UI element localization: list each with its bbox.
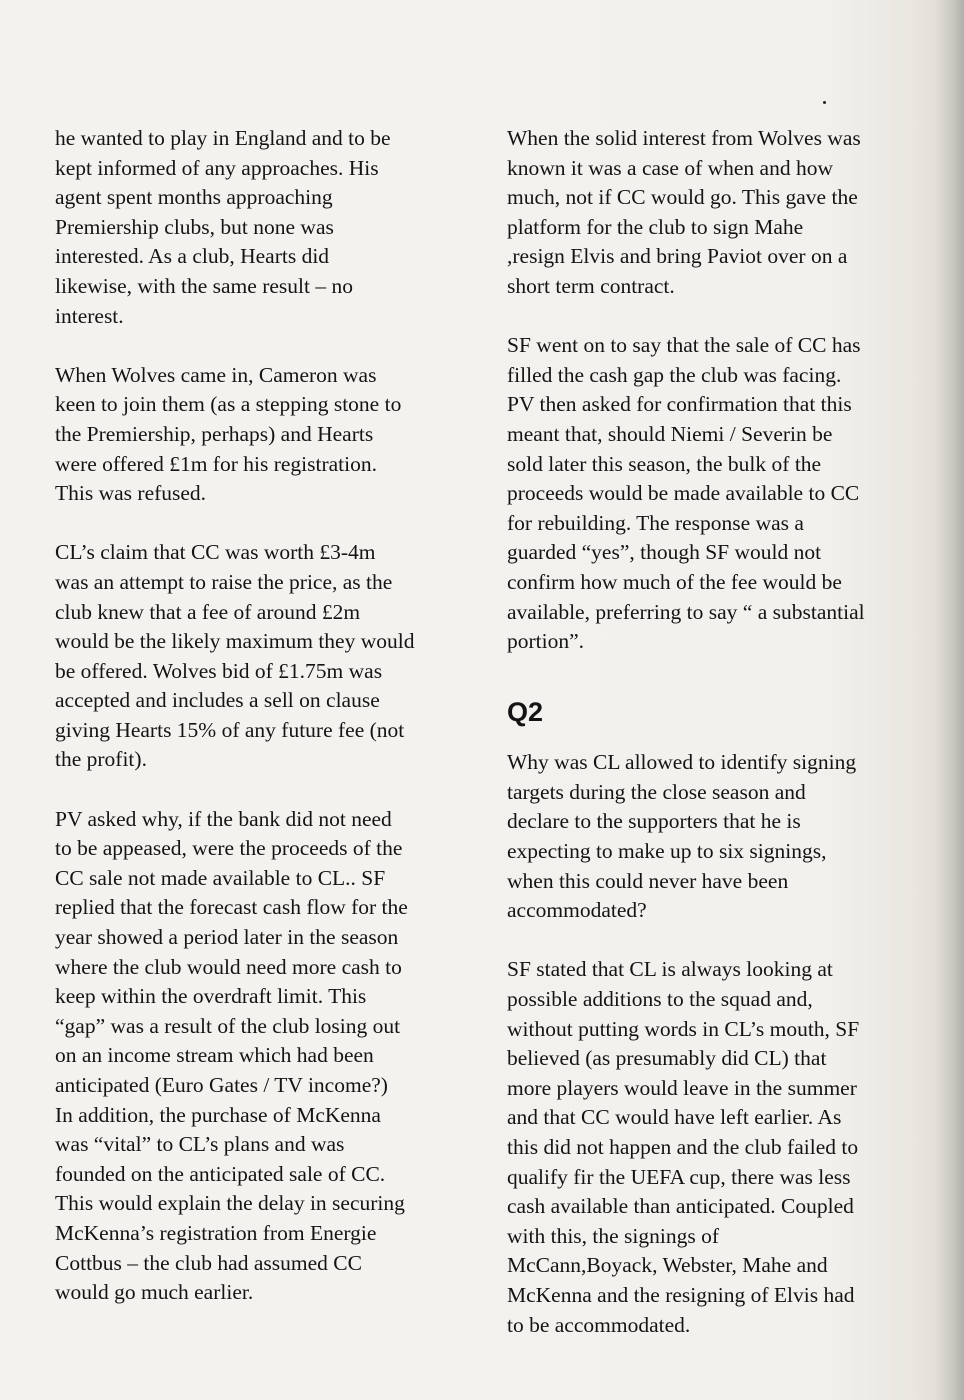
paragraph bbox=[507, 331, 932, 657]
text-line: confirm how much of the fee would be bbox=[507, 569, 842, 594]
right-text-column bbox=[507, 124, 932, 1340]
text-line: was “vital” to CL’s plans and was bbox=[55, 1132, 345, 1157]
text-line: qualify fir the UEFA cup, there was less bbox=[507, 1164, 851, 1189]
text-line: targets during the close season and bbox=[507, 779, 806, 804]
text-line: year showed a period later in the season bbox=[55, 925, 399, 950]
text-line: this did not happen and the club failed to bbox=[507, 1135, 859, 1159]
text-line: anticipated (Euro Gates / TV income?) bbox=[55, 1073, 388, 1097]
text-line: without putting words in CL’s mouth, SF bbox=[507, 1016, 860, 1041]
text-line: agent spent months approaching bbox=[55, 185, 333, 210]
text-line: much, not if CC would go. This gave the bbox=[507, 185, 858, 210]
paragraph-spacer bbox=[55, 775, 483, 805]
text-line: more players would leave in the summer bbox=[507, 1075, 857, 1100]
paragraph bbox=[55, 538, 483, 775]
text-line: club knew that a fee of around £2m bbox=[55, 599, 361, 624]
text-line: keen to join them (as a stepping stone to bbox=[55, 392, 402, 417]
text-line: Cottbus – the club had assumed CC bbox=[55, 1250, 362, 1275]
text-line: accommodated? bbox=[507, 898, 647, 923]
text-line: SF went on to say that the sale of CC has bbox=[507, 333, 861, 358]
text-line: PV asked why, if the bank did not need bbox=[55, 806, 392, 831]
paragraph bbox=[507, 955, 932, 1340]
paragraph bbox=[507, 748, 932, 926]
text-line: meant that, should Niemi / Severin be bbox=[507, 421, 833, 446]
left-text-column bbox=[55, 124, 483, 1308]
text-line: SF stated that CL is always looking at bbox=[507, 957, 833, 982]
text-line: “gap” was a result of the club losing out bbox=[55, 1013, 401, 1038]
text-line: keep within the overdraft limit. This bbox=[55, 984, 367, 1009]
text-line: When Wolves came in, Cameron was bbox=[55, 362, 377, 387]
text-line: known it was a case of when and how bbox=[507, 155, 833, 180]
paragraph-spacer bbox=[55, 331, 483, 361]
text-line: when this could never have been bbox=[507, 868, 789, 893]
paragraph-spacer bbox=[507, 302, 932, 332]
paragraph-spacer bbox=[507, 657, 932, 687]
text-line: giving Hearts 15% of any future fee (not bbox=[55, 717, 405, 742]
text-line: short term contract. bbox=[507, 273, 675, 298]
paragraph bbox=[55, 805, 483, 1308]
paragraph-spacer bbox=[55, 509, 483, 539]
text-line: interested. As a club, Hearts did bbox=[55, 244, 330, 269]
text-line: available, preferring to say “ a substantial bbox=[507, 599, 865, 624]
text-line: When the solid interest from Wolves was bbox=[507, 126, 861, 150]
text-line: portion”. bbox=[507, 629, 585, 654]
text-line: were offered £1m for his registration. bbox=[55, 451, 377, 476]
text-line: kept informed of any approaches. His bbox=[55, 155, 379, 180]
scan-speck bbox=[823, 101, 826, 104]
text-line: founded on the anticipated sale of CC. bbox=[55, 1161, 386, 1186]
text-line: expecting to make up to six signings, bbox=[507, 839, 827, 864]
text-line: likewise, with the same result – no bbox=[55, 273, 353, 298]
text-line: guarded “yes”, though SF would not bbox=[507, 540, 822, 565]
text-line: In addition, the purchase of McKenna bbox=[55, 1102, 381, 1127]
text-line: replied that the forecast cash flow for the bbox=[55, 895, 408, 920]
text-line: McKenna and the resigning of Elvis had bbox=[507, 1282, 855, 1307]
text-line: to be accommodated. bbox=[507, 1312, 691, 1337]
paragraph bbox=[507, 124, 932, 302]
text-line: This was refused. bbox=[55, 481, 207, 506]
text-line: McCann,Boyack, Webster, Mahe and bbox=[507, 1253, 828, 1278]
text-line: This would explain the delay in securing bbox=[55, 1191, 405, 1216]
text-line: CL’s claim that CC was worth £3-4m bbox=[55, 540, 376, 565]
text-line: Premiership clubs, but none was bbox=[55, 214, 334, 239]
text-line: for rebuilding. The response was a bbox=[507, 510, 804, 535]
text-line: be offered. Wolves bid of £1.75m was bbox=[55, 658, 383, 683]
heading-spacer bbox=[507, 736, 932, 748]
text-line: with this, the signings of bbox=[507, 1223, 720, 1248]
text-line: sold later this season, the bulk of the bbox=[507, 451, 822, 476]
page-edge-shadow bbox=[934, 0, 964, 1400]
text-line: the Premiership, perhaps) and Hearts bbox=[55, 421, 374, 446]
text-line: was an attempt to raise the price, as the bbox=[55, 569, 393, 594]
text-line: he wanted to play in England and to be bbox=[55, 126, 391, 150]
section-heading: Q2 bbox=[507, 697, 544, 728]
text-line: would be the likely maximum they would bbox=[55, 629, 415, 654]
text-line: CC sale not made available to CL.. SF bbox=[55, 865, 386, 890]
text-line: proceeds would be made available to CC bbox=[507, 481, 860, 506]
text-line: believed (as presumably did CL) that bbox=[507, 1046, 827, 1071]
text-line: accepted and includes a sell on clause bbox=[55, 688, 380, 713]
text-line: declare to the supporters that he is bbox=[507, 809, 801, 834]
text-line: the profit). bbox=[55, 747, 147, 772]
paragraph bbox=[55, 361, 483, 509]
text-line: to be appeased, were the proceeds of the bbox=[55, 836, 403, 861]
text-line: and that CC would have left earlier. As bbox=[507, 1105, 842, 1130]
text-line: PV then asked for confirmation that this bbox=[507, 392, 852, 417]
text-line: interest. bbox=[55, 303, 124, 328]
text-line: Why was CL allowed to identify signing bbox=[507, 750, 857, 775]
paragraph bbox=[55, 124, 483, 331]
paragraph-spacer bbox=[507, 926, 932, 956]
text-line: McKenna’s registration from Energie bbox=[55, 1220, 377, 1245]
text-line: on an income stream which had been bbox=[55, 1043, 374, 1068]
text-line: would go much earlier. bbox=[55, 1280, 254, 1305]
text-line: where the club would need more cash to bbox=[55, 954, 402, 979]
text-line: platform for the club to sign Mahe bbox=[507, 214, 804, 239]
text-line: possible additions to the squad and, bbox=[507, 987, 813, 1012]
text-line: cash available than anticipated. Coupled bbox=[507, 1194, 854, 1219]
text-line: ,resign Elvis and bring Paviot over on a bbox=[507, 244, 848, 269]
text-line: filled the cash gap the club was facing. bbox=[507, 362, 842, 387]
